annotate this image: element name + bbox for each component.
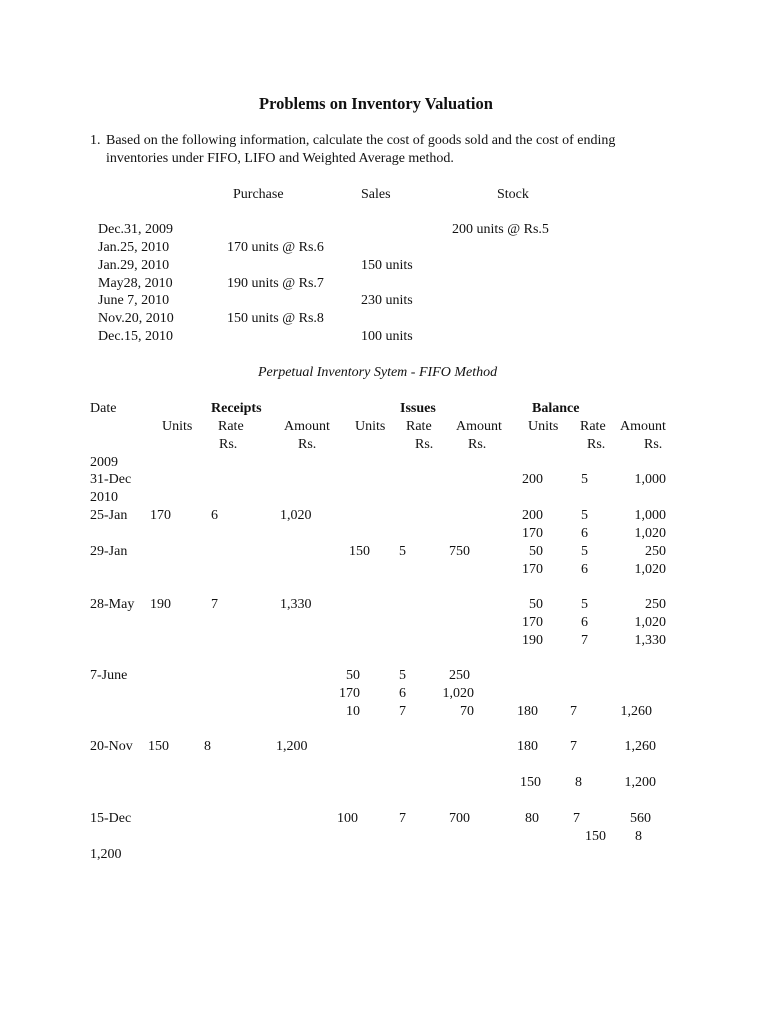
balance-rate: 7 (570, 704, 577, 719)
receipt-units: 170 (150, 508, 171, 523)
receipts-units-header: Units (162, 419, 193, 434)
balance-units-header: Units (528, 419, 559, 434)
balance-header: Balance (532, 401, 580, 416)
balance-amount: 250 (645, 597, 666, 612)
info-date: Jan.29, 2010 (98, 258, 170, 273)
balance-units: 50 (529, 597, 543, 612)
balance-rate: 5 (581, 544, 588, 559)
info-sales: 230 units (361, 293, 413, 308)
balance-rate: 5 (581, 472, 588, 487)
receipts-amount-unit: Rs. (298, 437, 317, 452)
receipt-rate: 6 (211, 508, 218, 523)
issues-rate-unit: Rs. (415, 437, 434, 452)
receipt-units: 150 (148, 739, 169, 754)
issue-units: 10 (346, 704, 360, 719)
info-date: Dec.15, 2010 (98, 329, 174, 344)
balance-units: 170 (522, 562, 543, 577)
year-label: 2009 (90, 455, 118, 470)
balance-rate-unit: Rs. (587, 437, 606, 452)
question-line-2: inventories under FIFO, LIFO and Weighted Average method. (106, 151, 454, 166)
receipt-amount: 1,330 (280, 597, 312, 612)
balance-rate: 6 (581, 526, 588, 541)
balance-rate: 6 (581, 615, 588, 630)
question-number: 1. (90, 133, 101, 148)
header-stock: Stock (497, 187, 529, 202)
balance-amount: 1,200 (624, 775, 656, 790)
balance-amount: 1,200 (90, 847, 122, 862)
balance-amount: 1,000 (634, 472, 666, 487)
receipt-amount: 1,200 (276, 739, 308, 754)
issue-units: 170 (339, 686, 360, 701)
info-purchase: 190 units @ Rs.7 (227, 276, 324, 291)
entry-date: 20-Nov (90, 739, 133, 754)
balance-units: 200 (522, 508, 543, 523)
balance-units: 180 (517, 739, 538, 754)
balance-rate: 7 (581, 633, 588, 648)
question-line-1: Based on the following information, calculate the cost of goods sold and the cost of ending (106, 133, 616, 148)
balance-amount: 1,260 (624, 739, 656, 754)
issues-amount-unit: Rs. (468, 437, 487, 452)
issue-amount: 750 (449, 544, 470, 559)
balance-units: 80 (525, 811, 539, 826)
balance-units: 190 (522, 633, 543, 648)
issues-amount-header: Amount (456, 419, 502, 434)
balance-rate: 7 (570, 739, 577, 754)
info-sales: 150 units (361, 258, 413, 273)
info-date: Nov.20, 2010 (98, 311, 174, 326)
issue-units: 150 (349, 544, 370, 559)
issue-rate: 7 (399, 811, 406, 826)
balance-amount: 1,020 (634, 615, 666, 630)
entry-date: 29-Jan (90, 544, 128, 559)
receipt-amount: 1,020 (280, 508, 312, 523)
info-purchase: 170 units @ Rs.6 (227, 240, 324, 255)
balance-amount-unit: Rs. (644, 437, 663, 452)
balance-rate: 7 (573, 811, 580, 826)
receipts-amount-header: Amount (284, 419, 330, 434)
issue-rate: 5 (399, 544, 406, 559)
info-sales: 100 units (361, 329, 413, 344)
info-date: Jan.25, 2010 (98, 240, 170, 255)
issue-units: 50 (346, 668, 360, 683)
receipts-header: Receipts (211, 401, 262, 416)
balance-rate: 8 (635, 829, 642, 844)
issue-amount: 250 (449, 668, 470, 683)
balance-amount: 1,330 (634, 633, 666, 648)
balance-units: 50 (529, 544, 543, 559)
issue-amount: 70 (460, 704, 474, 719)
ledger-title: Perpetual Inventory Sytem - FIFO Method (258, 365, 498, 380)
balance-rate-header: Rate (580, 419, 606, 434)
entry-date: 7-June (90, 668, 128, 683)
year-label: 2010 (90, 490, 118, 505)
balance-amount: 250 (645, 544, 666, 559)
issue-rate: 6 (399, 686, 406, 701)
info-date: May28, 2010 (98, 276, 173, 291)
balance-amount: 1,260 (620, 704, 652, 719)
receipt-rate: 7 (211, 597, 218, 612)
issues-rate-header: Rate (406, 419, 432, 434)
entry-date: 28-May (90, 597, 135, 612)
balance-rate: 5 (581, 597, 588, 612)
info-date: Dec.31, 2009 (98, 222, 174, 237)
balance-units: 150 (520, 775, 541, 790)
info-date: June 7, 2010 (98, 293, 170, 308)
balance-rate: 6 (581, 562, 588, 577)
balance-units: 170 (522, 615, 543, 630)
issue-amount: 1,020 (442, 686, 474, 701)
issue-amount: 700 (449, 811, 470, 826)
balance-rate: 5 (581, 508, 588, 523)
balance-units: 150 (585, 829, 606, 844)
balance-amount-header: Amount (620, 419, 666, 434)
receipt-units: 190 (150, 597, 171, 612)
info-stock: 200 units @ Rs.5 (452, 222, 549, 237)
balance-units: 170 (522, 526, 543, 541)
issues-units-header: Units (355, 419, 386, 434)
entry-date: 25-Jan (90, 508, 128, 523)
entry-date: 15-Dec (90, 811, 132, 826)
balance-amount: 560 (630, 811, 651, 826)
balance-amount: 1,000 (634, 508, 666, 523)
receipts-rate-unit: Rs. (219, 437, 238, 452)
issue-rate: 7 (399, 704, 406, 719)
balance-rate: 8 (575, 775, 582, 790)
balance-amount: 1,020 (634, 526, 666, 541)
balance-amount: 1,020 (634, 562, 666, 577)
issue-rate: 5 (399, 668, 406, 683)
header-purchase: Purchase (233, 187, 284, 202)
issue-units: 100 (337, 811, 358, 826)
receipt-rate: 8 (204, 739, 211, 754)
info-purchase: 150 units @ Rs.8 (227, 311, 324, 326)
issues-header: Issues (400, 401, 436, 416)
receipts-rate-header: Rate (218, 419, 244, 434)
balance-units: 200 (522, 472, 543, 487)
balance-units: 180 (517, 704, 538, 719)
header-sales: Sales (361, 187, 391, 202)
date-header: Date (90, 401, 117, 416)
entry-date: 31-Dec (90, 472, 132, 487)
page-title: Problems on Inventory Valuation (259, 94, 493, 113)
